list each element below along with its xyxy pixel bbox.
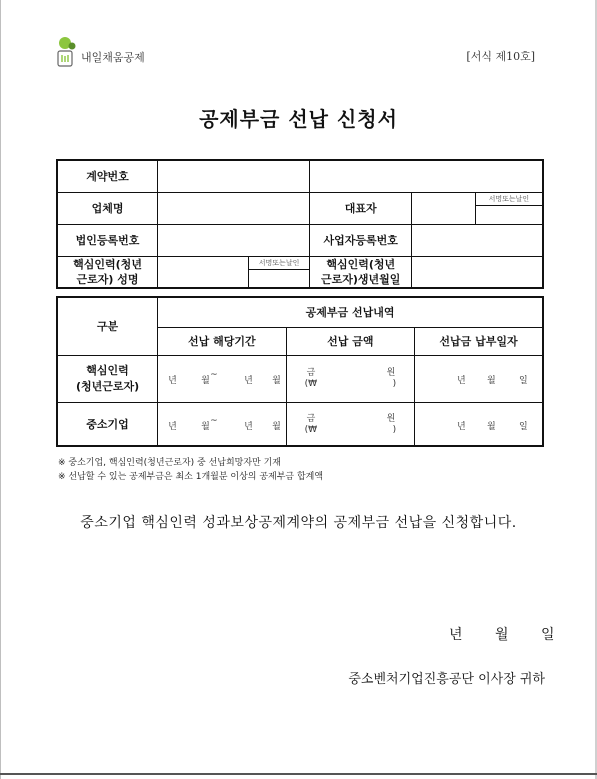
sme-period-tilde: ~ [210, 415, 218, 426]
date-month: 월 [494, 627, 509, 643]
category-header: 구분 [57, 297, 158, 355]
biz-reg-no-label: 사업자등록번호 [310, 224, 412, 256]
amount-won-symbol-open: (₩ [304, 378, 317, 389]
sme-period-end-year: 년 [244, 421, 253, 432]
period-start-month: 월 [201, 375, 210, 386]
core-staff-period-field[interactable] [158, 355, 286, 402]
application-statement: 중소기업 핵심인력 성과보상공제계약의 공제부금 선납을 신청합니다. [80, 515, 517, 531]
amount-won: 원 [386, 367, 396, 378]
due-year: 년 [457, 375, 466, 386]
corp-reg-no-field[interactable] [158, 224, 310, 256]
sme-amount-symbol-close: ) [392, 424, 397, 435]
due-month: 월 [487, 375, 496, 386]
core-staff-birth-field[interactable] [412, 256, 543, 288]
core-staff-name-label-line1: 핵심인력(청년 [73, 257, 142, 271]
representative-signature-box[interactable] [475, 192, 543, 224]
recipient-line: 중소벤처기업진흥공단 이사장 귀하 [348, 672, 545, 687]
core-staff-birth-label-line1: 핵심인력(청년 [326, 257, 396, 271]
core-staff-amount-field[interactable] [286, 355, 414, 402]
sme-due-year: 년 [457, 421, 466, 432]
core-staff-name-label-line2: 근로자) 성명 [76, 272, 139, 286]
due-day: 일 [519, 375, 528, 386]
sme-period-start-month: 월 [201, 421, 210, 432]
prepayment-detail-table [56, 296, 544, 447]
representative-label: 대표자 [310, 192, 412, 224]
period-end-month: 월 [272, 375, 281, 386]
representative-field[interactable] [412, 192, 476, 224]
biz-reg-no-field[interactable] [412, 224, 543, 256]
amount-geum: 금 [306, 367, 316, 378]
contract-no-label: 계약번호 [57, 160, 158, 192]
period-column-header: 선납 해당기간 [158, 327, 286, 355]
sme-amount-symbol-open: (₩ [304, 424, 317, 435]
logo-text: 내일채움공제 [81, 51, 145, 64]
page-border-bottom [0, 773, 597, 775]
company-name-label: 업체명 [57, 192, 158, 224]
sme-row-label: 중소기업 [57, 402, 158, 446]
date-year: 년 [449, 627, 463, 643]
core-staff-row-label [57, 355, 158, 402]
amount-won-symbol-close: ) [392, 378, 397, 389]
core-staff-birth-label-line2: 근로자)생년월일 [321, 272, 401, 286]
prepayment-section-title: 공제부금 선납내역 [158, 297, 543, 327]
amount-column-header: 선납 금액 [286, 327, 414, 355]
core-staff-row-label-line1: 핵심인력 [86, 363, 129, 377]
period-start-year: 년 [168, 375, 177, 386]
company-name-field[interactable] [158, 192, 310, 224]
sme-due-month: 월 [487, 421, 496, 432]
sme-amount-geum: 금 [306, 413, 316, 424]
sme-period-end-month: 월 [272, 421, 281, 432]
form-number: [서식 제10호] [466, 50, 535, 63]
core-staff-name-field[interactable] [158, 256, 249, 288]
company-logo [55, 36, 145, 68]
blank-area [310, 160, 543, 192]
core-staff-name-label [57, 256, 158, 288]
corp-reg-no-label: 법인등록번호 [57, 224, 158, 256]
sme-period-start-year: 년 [168, 421, 177, 432]
core-staff-birth-label [310, 256, 412, 288]
signature-hint-2: 서명또는날인 [249, 257, 310, 270]
sme-due-field[interactable] [415, 402, 543, 446]
contract-no-field[interactable] [158, 160, 310, 192]
application-date [449, 624, 555, 644]
period-tilde: ~ [210, 369, 218, 380]
sme-amount-won: 원 [386, 413, 396, 424]
sme-period-field[interactable] [158, 402, 286, 446]
sme-due-day: 일 [519, 421, 528, 432]
logo-icon [55, 36, 77, 68]
signature-hint: 서명또는날인 [476, 193, 542, 206]
applicant-info-table [56, 159, 544, 289]
period-end-year: 년 [244, 375, 253, 386]
sme-amount-field[interactable] [286, 402, 414, 446]
core-staff-row-label-line2: (청년근로자) [75, 379, 140, 393]
note-1: ※ 중소기업, 핵심인력(청년근로자) 중 선납희망자만 기재 [58, 458, 281, 468]
core-staff-signature-box[interactable] [248, 256, 310, 288]
due-date-column-header: 선납금 납부일자 [415, 327, 543, 355]
core-staff-due-field[interactable] [415, 355, 543, 402]
date-day: 일 [540, 627, 555, 643]
document-title: 공제부금 선납 신청서 [199, 107, 398, 131]
note-2: ※ 선납할 수 있는 공제부금은 최소 1개월분 이상의 공제부금 합계액 [58, 472, 324, 482]
